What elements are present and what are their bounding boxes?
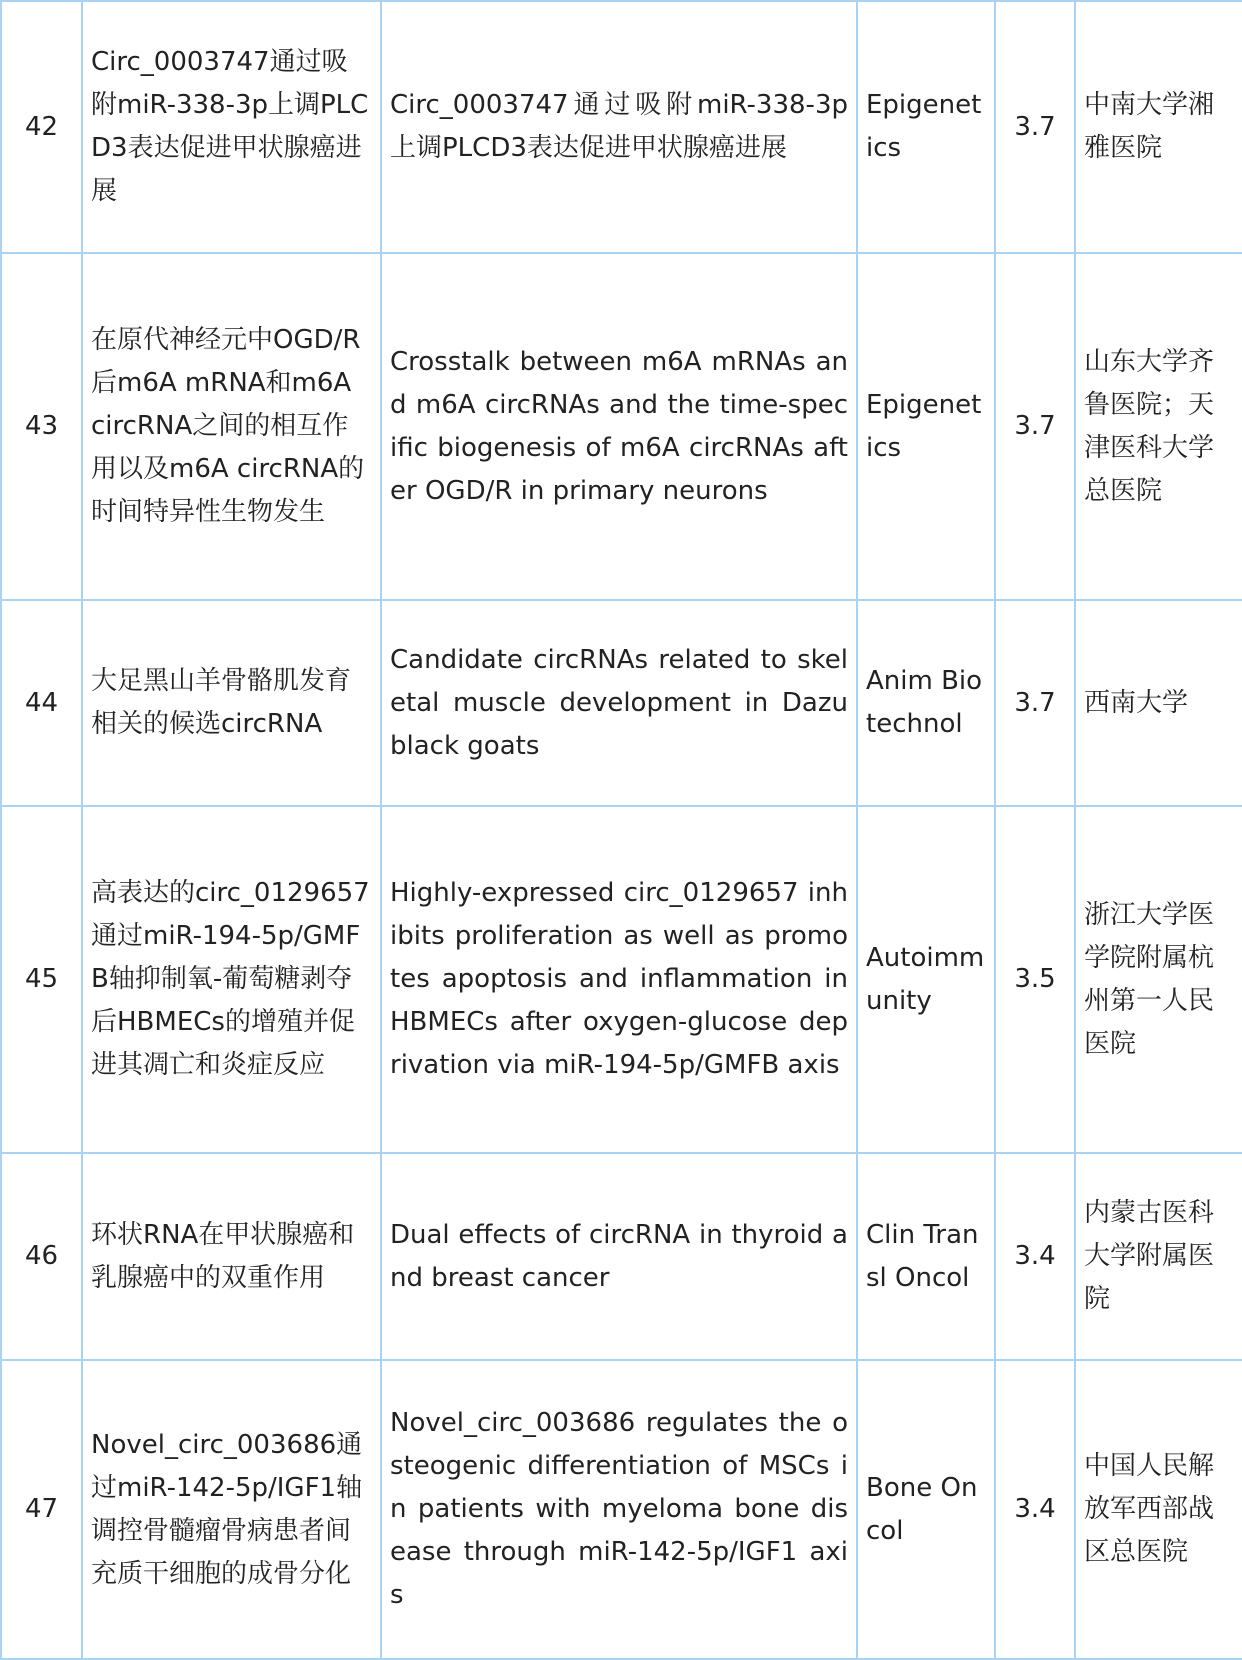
- table-row: [1, 806, 1242, 1153]
- title-chinese: Novel_circ_003686通过miR-142-5p/IGF1轴调控骨髓瘤骨病患者间充质干细胞的成骨分化: [82, 1360, 381, 1659]
- title-english: Highly-expressed circ_0129657 inhibits proliferation as well as promotes apoptosis and inflammation in HBMECs after oxygen-glucose deprivation via miR-194-5p/GMFB axis: [381, 806, 857, 1153]
- journal: Autoimmunity: [857, 806, 995, 1153]
- title-english: Novel_circ_003686 regulates the osteogenic differentiation of MSCs in patients with myeloma bone disease through miR-142-5p/IGF1 axis: [381, 1360, 857, 1659]
- row-number: 42: [1, 1, 82, 253]
- institution: 浙江大学医学院附属杭州第一人民医院: [1075, 806, 1242, 1153]
- row-number: 47: [1, 1360, 82, 1659]
- table-row: [1, 1153, 1242, 1360]
- journal: Epigenetics: [857, 253, 995, 600]
- journal: Epigenetics: [857, 1, 995, 253]
- table-row: [1, 600, 1242, 806]
- journal: Clin Transl Oncol: [857, 1153, 995, 1360]
- row-number: 44: [1, 600, 82, 806]
- row-number: 45: [1, 806, 82, 1153]
- impact-factor: 3.7: [995, 600, 1075, 806]
- institution: 中南大学湘雅医院: [1075, 1, 1242, 253]
- title-english: Dual effects of circRNA in thyroid and breast cancer: [381, 1153, 857, 1360]
- title-chinese: 在原代神经元中OGD/R后m6A mRNA和m6A circRNA之间的相互作用以及m6A circRNA的时间特异性生物发生: [82, 253, 381, 600]
- title-english: Circ_0003747通过吸附miR-338-3p上调PLCD3表达促进甲状腺癌进展: [381, 1, 857, 253]
- impact-factor: 3.4: [995, 1153, 1075, 1360]
- title-chinese: 高表达的circ_0129657通过miR-194-5p/GMFB轴抑制氧-葡萄糖剥夺后HBMECs的增殖并促进其凋亡和炎症反应: [82, 806, 381, 1153]
- row-number: 46: [1, 1153, 82, 1360]
- table-row: [1, 1, 1242, 253]
- impact-factor: 3.7: [995, 1, 1075, 253]
- institution: 山东大学齐鲁医院；天津医科大学总医院: [1075, 253, 1242, 600]
- title-chinese: Circ_0003747通过吸附miR-338-3p上调PLCD3表达促进甲状腺癌进展: [82, 1, 381, 253]
- title-chinese: 环状RNA在甲状腺癌和乳腺癌中的双重作用: [82, 1153, 381, 1360]
- title-chinese: 大足黑山羊骨骼肌发育相关的候选circRNA: [82, 600, 381, 806]
- impact-factor: 3.5: [995, 806, 1075, 1153]
- row-number: 43: [1, 253, 82, 600]
- institution: 西南大学: [1075, 600, 1242, 806]
- institution: 内蒙古医科大学附属医院: [1075, 1153, 1242, 1360]
- institution: 中国人民解放军西部战区总医院: [1075, 1360, 1242, 1659]
- title-english: Crosstalk between m6A mRNAs and m6A circRNAs and the time-specific biogenesis of m6A circRNAs after OGD/R in primary neurons: [381, 253, 857, 600]
- journal: Anim Biotechnol: [857, 600, 995, 806]
- title-english: Candidate circRNAs related to skeletal muscle development in Dazu black goats: [381, 600, 857, 806]
- table-row: [1, 1360, 1242, 1659]
- table-row: [1, 253, 1242, 600]
- impact-factor: 3.4: [995, 1360, 1075, 1659]
- journal: Bone Oncol: [857, 1360, 995, 1659]
- impact-factor: 3.7: [995, 253, 1075, 600]
